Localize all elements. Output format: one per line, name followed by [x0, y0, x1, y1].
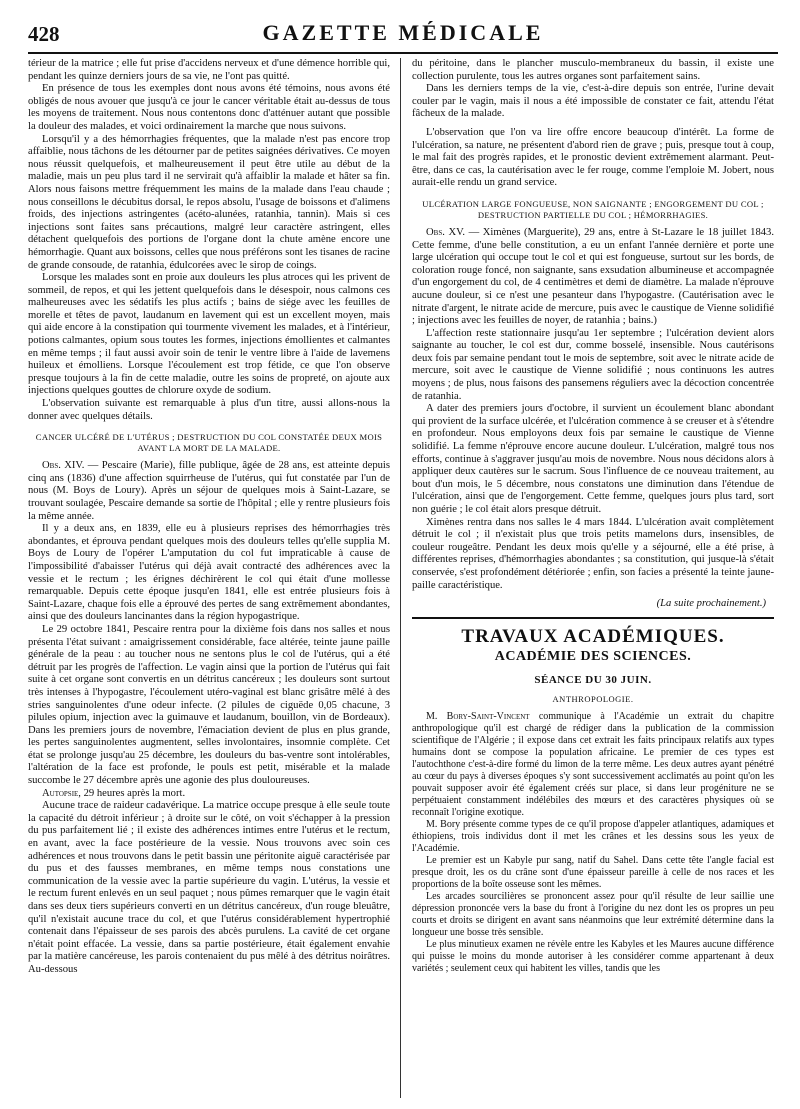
paragraph: A dater des premiers jours d'octobre, il survient un écoulement blanc abondant qui provient de la surface ulcérée, et l'ulcération commence à se creuser et à s'étendre en profondeur. Nous employons deux fois par semaine le caustique de Vienne solidifié. La femme n'éprouve encore aucune douleur. L'ulcération, malgré tous nos efforts, continue à s'aggraver jusqu'au mois de novembre. Nous nous décidons alors à appliquer deux cautères sur le sacrum. Sous l'influence de ce nouveau traitement, au bout d'un mois, le 5 décembre, nous constatons une diminution dans l'étendue de l'ulcération, ainsi que de l'engorgement. Cette femme, quelques jours plus tard, sort non guérie ; le col était alors presque détruit.: [412, 403, 774, 515]
paragraph: En présence de tous les exemples dont nous avons été témoins, nous avons été obligés de nous avouer que jusqu'à ce jour le cancer véritable était au-dessus de tous les moyens de traitement. Nous nous contentons donc d'atténuer autant que possible la douleur des malades, et voici ordinairement la marche que nous suivons.: [28, 83, 390, 132]
observation-text: — Pescaire (Marie), fille publique, âgée de 28 ans, est atteinte depuis cinq ans (1836) d'une affection squirrheuse de l'utérus, qui fut constatée par l'un de nous (M. Boys de Loury). Après un séjour de quelques mois à Saint-Lazare, se trouvant soulagée, Pescaire demande sa sortie de l'hôpital ; elle y rentre plusieurs fois la même année.: [28, 460, 390, 522]
right-column: [412, 58, 774, 1098]
observation-paragraph: [412, 227, 774, 328]
autopsy-label: Autopsie,: [42, 787, 81, 799]
observation-label: Obs. XV.: [426, 226, 466, 238]
observation-label: Obs. XIV.: [42, 460, 85, 472]
page-number: 428: [28, 22, 60, 46]
paragraph: Les arcades sourcilières se prononcent assez pour qu'il résulte de leur saillie une dépression prononcée vers la base du front à l'origine du nez dont les os propres un peu courts et droits se dirigent en avant sans néanmoins que leur extrémité détermine dans la longueur une bosse très sensible.: [412, 891, 774, 939]
paragraph: L'affection reste stationnaire jusqu'au 1er septembre ; l'ulcération devient alors saignante au toucher, le col est dur, comme bosselé, insensible. Nous cautérisons deux fois par semaine pendant tout le mois de septembre, soit avec le nitrate acide de mercure, soit avec le caustique de Vienne solidifié ; nous continuons les autres moyens ; de plus, nous faisons des pansemens réguliers avec la décoction concentrée de ratanhia.: [412, 327, 774, 402]
paragraph: térieur de la matrice ; elle fut prise d'accidens nerveux et d'une démence horrible qui, pendant les quinze derniers jours de sa vie, ne l'ont pas quitté.: [28, 58, 390, 82]
observation-paragraph: [28, 460, 390, 523]
section-rule: [412, 617, 774, 619]
bory-paragraph: [412, 711, 774, 819]
paragraph: Ximènes rentra dans nos salles le 4 mars 1844. L'ulcération avait complètement détruit le col ; il n'existait plus que trois petits mamelons durs, insensibles, de couleur rougeâtre. Pendant les deux mois qu'elle y a séjourné, elle a été prise, à différentes reprises, d'hémorrhagies abondantes ; sa constitution, qui jusque-là s'était conservée, s'est profondément détériorée ; enfin, son facies a présenté la teinte jaune-paille caractéristique.: [412, 516, 774, 591]
left-column: [28, 58, 390, 1098]
paragraph: Lorsqu'il y a des hémorrhagies fréquentes, que la malade n'est pas encore trop affaiblie, nous tâchons de les détourner par de petites saignées dérivatives. Ce moyen nous réussit quelquefois, et malheureusement il peut être utile au début de la maladie, mais un peu plus tard il ne servirait qu'à affaiblir la malade et hâter sa fin. Alors nous faisons mettre fréquemment les mains de la malade dans l'eau chaude ; nous conseillons le décubitus dorsal, le repos absolu, l'usage de boissons et d'alimens froids, des injections astringentes (acéto-alunées, ratanhia, tannin). Mais si ces injections sont faites sans précautions, malgré leur caractère astringent, elles détachent quelquefois des portions de l'organe dont la chute amène encore une hémorrhagie. Quant aux boissons, celles que nous préférons sont les tisanes de racine de grande consoude, de ratanhia, édulcorées avec le sirop de coings.: [28, 133, 390, 271]
paragraph: L'observation que l'on va lire offre encore beaucoup d'intérêt. La forme de l'ulcération, sa nature, ne présentent d'abord rien de grave ; puis, presque tout à coup, le mal fait des progrès rapides, et le pronostic devient extrêmement alarmant. Peut-être, dans ce cas, la cautérisation avec le fer rouge, comme l'emploie M. Jobert, nous aurait-elle rendu un grand service.: [412, 126, 774, 189]
newspaper-page: [28, 18, 778, 1098]
author-name: M. Bory-Saint-Vincent: [426, 711, 530, 723]
column-divider: [400, 58, 401, 1098]
autopsy-text: 29 heures après la mort.: [80, 787, 186, 799]
page-header: [28, 18, 778, 54]
journal-title: GAZETTE MÉDICALE: [262, 20, 544, 45]
paragraph: Aucune trace de raideur cadavérique. La matrice occupe presque à elle seule toute la capacité du détroit inférieur ; à droite sur le côté, on voit s'échapper à la pression du pus parfaitement lié ; il existe des adhérences intimes entre l'utérus et le rectum, en avant, avec la face postérieure de la vessie. Nous trouvons avec soin ces adhérences et nous trouvons dans le petit bassin une péritonite aiguë caractérisée par du pus et des fausses membranes, en même temps nous constations une communication de la vessie avec la partie supérieure du vagin. L'utérus, la vessie et le rectum furent enlevés en un seul paquet ; nous pûmes remarquer que le vagin était dans ses deux tiers supérieurs converti en un détritus cancéreux, d'un rouge bleuâtre, qu'il n'existait aucune trace du col, et que l'utérus considérablement hypertrophié contenait dans l'épaisseur de ses parois des abcès purulens. La cavité de cet organe n'était point effacée. La vessie, dans sa partie postérieure, était également envahie par la matière cancéreuse, les parois contenaient du pus mêlé à des détritus noirâtres. Au-dessous: [28, 800, 390, 975]
body-columns: [28, 58, 778, 1098]
autopsy-paragraph: [28, 788, 390, 801]
paragraph: L'observation suivante est remarquable à plus d'un titre, aussi allons-nous la donner avec quelques détails.: [28, 398, 390, 422]
paragraph: Le plus minutieux examen ne révèle entre les Kabyles et les Maures aucune différence qui puisse le moins du monde autoriser à les considérer comme appartenant à deux variétés ; seulement ceux qui habitent les villes, tandis que les: [412, 939, 774, 975]
anthropologie-heading: ANTHROPOLOGIE.: [552, 693, 634, 704]
seance-heading: SÉANCE DU 30 JUIN.: [534, 673, 652, 686]
paragraph: Lorsque les malades sont en proie aux douleurs les plus atroces qui les privent de sommeil, de repos, et qui les jettent quelquefois dans le désespoir, nous calmons ces malheureuses avec les sédatifs les plus actifs ; bains de siége avec les feuilles de morelle et têtes de pavot, laudanum en lavement qui est un excellent moyen, mais qui aide encore à la constipation qui tourmente vivement les malades, et à l'intérieur, potions calmantes, opium sous toutes les formes, injections émollientes et calmantes en même temps ; il faut aussi avoir soin de tenir le ventre libre à l'aide de lavemens huileux et émolliens. Lorsque l'écoulement est trop fétide, ce que l'on observe presque toujours à la fin de cette maladie, outre les soins de propreté, on ajoute aux injections quelques gouttes de chlorure oxyde de sodium.: [28, 272, 390, 397]
paragraph: du péritoine, dans le plancher musculo-membraneux du bassin, il existe une collection purulente, tous les autres organes sont parfaitement sains.: [412, 58, 774, 82]
bory-text: communique à l'Académie un extrait du chapitre anthropologique qu'il est chargé de rédiger dans la publication de la commission scientifique de l'Algérie ; il expose dans cet extrait les faits principaux relatifs aux types humains dont se compose la population africaine. Le premier de ces types est l'autochthone c'est-à-dire formé du limon de la terre même. Les deux autres ayant pénétré au cœur du pays à diverses époques s'y sont successivement acclimatés au point qu'on les pouvait supposer avoir été également créés sur place, si dans leur progéniture ne se perpétuaient constamment indélébiles des mœurs et des caractères physiques où se reconnaît l'origine exotique.: [412, 711, 774, 819]
section-heading: CANCER ULCÉRÉ DE L'UTÉRUS ; DESTRUCTION DU COL CONSTATÉE DEUX MOIS AVANT LA MORT DE LA MALADE.: [35, 432, 383, 454]
paragraph: Le premier est un Kabyle pur sang, natif du Sahel. Dans cette tête l'angle facial est presque droit, les os du crâne sont d'une épaisseur pareille à celle de nos races et les proportions de la boîte osseuse sont les mêmes.: [412, 855, 774, 891]
travaux-heading: TRAVAUX ACADÉMIQUES.: [461, 625, 725, 647]
continued-note: (La suite prochainement.): [656, 598, 766, 610]
academie-heading: ACADÉMIE DES SCIENCES.: [494, 649, 692, 665]
observation-text: — Ximènes (Marguerite), 29 ans, entre à St-Lazare le 18 juillet 1843. Cette femme, d'une belle constitution, a eu un enfant l'année dernière et porte une large ulcération qui occupe tout le col et qui est fongueuse, surtout sur les bords, de coloration rouge foncé, non saignante, sans exsudation albumineuse et accompagnée d'un engorgement du col, de 4 centimètres et demi de diamètre. La malade n'éprouve aucune douleur, si ce n'est une pesanteur dans l'hypogastre. (Cautérisation avec le nitrate d'argent, le nitrate acide de mercure, puis avec le caustique de Vienne solidifié ; injections avec les feuilles de noyer, de ratanhia ; bains.): [412, 226, 774, 327]
paragraph: M. Bory présente comme types de ce qu'il propose d'appeler atlantiques, adamiques et éthiopiens, trois individus dont il met les crânes et les dessins sous les yeux de l'Académie.: [412, 819, 774, 855]
paragraph: Il y a deux ans, en 1839, elle eu à plusieurs reprises des hémorrhagies très abondantes, et éprouva pendant quelques mois des douleurs telles qu'elle supplia M. Boys de Loury de l'opérer L'amputation du col fut impraticable à cause de l'impossibilité d'abaisser l'utérus qui déjà avait contracté des adhérences avec la vessie et le rectum ; les érignes déchirèrent le col qui était d'une mollesse remarquable. Depuis cette époque jusqu'en 1841, elle est entrée plusieurs fois à Saint-Lazare, chaque fois elle a éprouvé des pertes de sang extrêmement abondantes, ainsi que des douleurs lancinantes dans la région hypogastrique.: [28, 523, 390, 623]
paragraph: Le 29 octobre 1841, Pescaire rentra pour la dixième fois dans nos salles et nous présenta l'état suivant : amaigrissement considérable, face altérée, teinte jaune paille générale de la peau : au toucher nous ne sentons plus le col de l'utérus, qui a été détruit par les progrès de l'affection. Le vagin ainsi que la portion de l'utérus qui fait suite à cet organe sont convertis en un détritus cancéreux ; les douleurs sont surtout très intenses à l'hypogastre, l'écoulement utéro-vaginal est blanc grisâtre mêlé à des stries sanguinolentes d'une odeur infecte. (2 pilules de ciguëde 0,05 chacune, 3 pilules opium, injection avec la guimauve et laudanum, bouillon, vin de Bordeaux). Dans les premiers jours de novembre, l'émaciation devient de plus en plus grande, les pertes sanguinolentes augmentent, selles involontaires, insomnie complète. Cet état se prolonge jusqu'au 25 décembre, les douleurs du bas-ventre sont intolérables, l'altération de la face est profonde, le pouls est petit, misérable et la malade succombe le 27 décembre après une agonie des plus douloureuses.: [28, 623, 390, 787]
section-heading: ULCÉRATION LARGE FONGUEUSE, NON SAIGNANTE ; ENGORGEMENT DU COL ; DESTRUCTION PARTIELLE DU COL ; HÉMORRHAGIES.: [422, 198, 764, 220]
paragraph: Dans les derniers temps de la vie, c'est-à-dire depuis son entrée, l'urine devait couler par le vagin, mais il nous a été impossible de constater ce fait, attendu l'état fâcheux de la malade.: [412, 83, 774, 120]
